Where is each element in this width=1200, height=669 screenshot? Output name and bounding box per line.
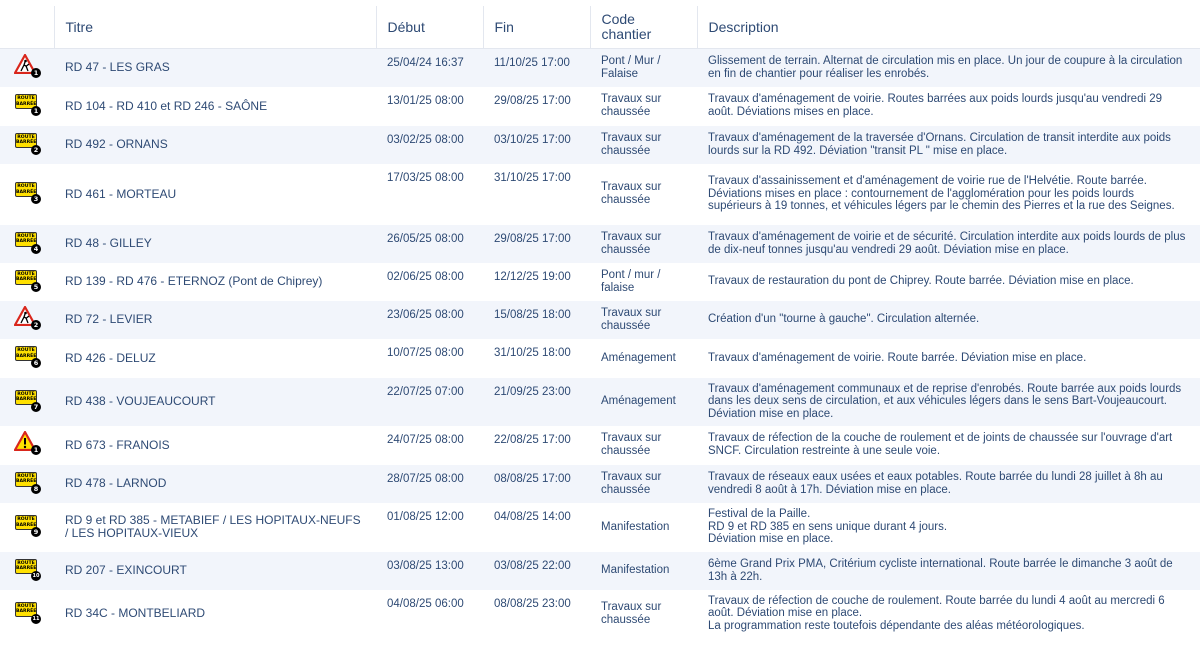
row-title: RD 9 et RD 385 - METABIEF / LES HOPITAUX-NEUFS / LES HOPITAUX-VIEUX: [65, 513, 361, 540]
road-closed-icon: [13, 92, 41, 116]
count-badge: 1: [31, 445, 41, 455]
row-description: Travaux d'aménagement communaux et de reprise d'enrobés. Route barrée aux poids lourds dans les deux sens de circulation, et aux véhicules légers dans le sens Bart-Voujeaucourt. Déviation mise en place.: [708, 382, 1182, 420]
row-end-date: 29/08/25 17:00: [494, 94, 571, 107]
sign-line-1: ROUTE: [17, 560, 35, 566]
row-code: Travaux sur chaussée: [601, 93, 662, 118]
row-start-date: 17/03/25 08:00: [387, 171, 464, 184]
row-title: RD 673 - FRANOIS: [65, 437, 170, 452]
row-end-date: 08/08/25 23:00: [494, 597, 571, 610]
row-code: Travaux sur chaussée: [601, 600, 662, 626]
row-description: Travaux de réfection de couche de roulement. Route barrée du lundi 4 août au mercredi 6 août. Déviation mise en place. La programmation reste toutefois dépendante des aléas météorologiques.: [708, 594, 1165, 632]
row-icon-cell: [0, 164, 54, 225]
sign-line-1: ROUTE: [17, 517, 35, 523]
row-icon-cell: [0, 301, 54, 339]
row-title: RD 139 - RD 476 - ETERNOZ (Pont de Chiprey): [65, 274, 323, 289]
table-row[interactable]: [0, 164, 1200, 225]
table-row[interactable]: [0, 465, 1200, 503]
count-badge: 3: [31, 194, 41, 204]
row-start-date: 04/08/25 06:00: [387, 597, 464, 610]
row-description: Travaux d'aménagement de voirie. Routes barrées aux poids lourds jusqu'au vendredi 29 août. Déviations mises en place.: [708, 93, 1163, 118]
row-description: Festival de la Paille. RD 9 et RD 385 en sens unique durant 4 jours. Déviation mise en place.: [708, 508, 948, 546]
row-code: Pont / Mur / Falaise: [601, 55, 661, 80]
header-icon: [0, 6, 54, 49]
row-title: RD 207 - EXINCOURT: [65, 563, 187, 578]
row-title: RD 438 - VOUJEAUCOURT: [65, 394, 216, 409]
count-badge: 2: [31, 145, 41, 155]
road-closed-icon: [13, 131, 41, 155]
row-code: Travaux sur chaussée: [601, 230, 662, 256]
row-icon-cell: [0, 378, 54, 426]
row-icon-cell: [0, 503, 54, 552]
header-title[interactable]: Titre: [54, 6, 376, 49]
table-row[interactable]: [0, 503, 1200, 552]
sign-line-1: ROUTE: [17, 233, 35, 239]
row-title: RD 48 - GILLEY: [65, 236, 152, 251]
row-icon-cell: [0, 339, 54, 378]
count-badge: 1: [31, 68, 41, 78]
row-icon-cell: [0, 49, 54, 87]
sign-line-2: BARRÉE: [16, 239, 37, 245]
row-start-date: 28/07/25 08:00: [387, 472, 464, 485]
row-description: Travaux d'aménagement de la traversée d'Ornans. Circulation de transit interdite aux poids lourds sur la RD 492. Déviation "transit PL " mise en place.: [708, 131, 1171, 157]
count-badge: 7: [31, 402, 41, 412]
row-description: Travaux d'aménagement de voirie et de sécurité. Circulation interdite aux poids lourds de plus de dix-neuf tonnes jusqu'au vendredi 29 août. Déviation mise en place.: [708, 230, 1186, 256]
row-code: Pont / mur / falaise: [601, 268, 661, 294]
sign-line-1: ROUTE: [17, 603, 35, 609]
table-header: [0, 6, 1200, 49]
row-title: RD 47 - LES GRAS: [65, 60, 170, 75]
row-end-date: 03/10/25 17:00: [494, 133, 571, 146]
row-description: Travaux de réfection de la couche de roulement et de joints de chaussée sur l'ouvrage d'art SNCF. Circulation restreinte à une seule voie.: [708, 432, 1173, 457]
row-end-date: 08/08/25 17:00: [494, 472, 571, 485]
row-code: Travaux sur chaussée: [601, 306, 662, 332]
table-row[interactable]: [0, 126, 1200, 164]
row-code: Travaux sur chaussée: [601, 131, 662, 157]
header-description[interactable]: Description: [697, 6, 1200, 49]
count-badge: 9: [31, 527, 41, 537]
table-row[interactable]: [0, 49, 1200, 87]
row-start-date: 26/05/25 08:00: [387, 232, 464, 245]
row-start-date: 01/08/25 12:00: [387, 510, 464, 523]
row-end-date: 21/09/25 23:00: [494, 385, 571, 398]
header-code[interactable]: Code chantier: [590, 6, 697, 49]
sign-line-2: BARRÉE: [16, 522, 37, 528]
row-description: Travaux de réseaux eaux usées et eaux potables. Route barrée du lundi 28 juillet à 8h au vendredi 8 août à 17h. Déviation mise en place.: [708, 470, 1163, 496]
count-badge: 11: [32, 615, 40, 622]
sign-line-2: BARRÉE: [16, 189, 37, 195]
sign-line-2: BARRÉE: [16, 277, 37, 283]
sign-line-2: BARRÉE: [16, 566, 37, 572]
row-start-date: 24/07/25 08:00: [387, 433, 464, 446]
row-start-date: 13/01/25 08:00: [387, 94, 464, 107]
sign-line-1: ROUTE: [17, 391, 35, 397]
row-end-date: 31/10/25 18:00: [494, 346, 571, 359]
sign-line-2: BARRÉE: [16, 353, 37, 359]
row-description: Travaux de restauration du pont de Chiprey. Route barrée. Déviation mise en place.: [708, 275, 1134, 288]
row-title: RD 104 - RD 410 et RD 246 - SAÔNE: [65, 98, 268, 113]
row-start-date: 03/08/25 13:00: [387, 559, 464, 572]
row-title: RD 461 - MORTEAU: [65, 186, 177, 201]
row-description: Glissement de terrain. Alternat de circulation mis en place. Un jour de coupure à la circulation en fin de chantier pour réaliser les enrobés.: [708, 55, 1183, 80]
row-title: RD 492 - ORNANS: [65, 137, 168, 152]
row-description: Travaux d'aménagement de voirie. Route barrée. Déviation mise en place.: [708, 351, 1087, 364]
roadworks-table: [0, 6, 1200, 638]
row-code: Travaux sur chaussée: [601, 432, 662, 457]
count-badge: 5: [31, 282, 41, 292]
road-closed-icon: [13, 513, 41, 537]
roadwork-warning-icon: [13, 306, 41, 330]
sign-line-1: ROUTE: [17, 184, 35, 190]
row-description: Création d'un "tourne à gauche". Circulation alternée.: [708, 313, 980, 326]
sign-line-2: BARRÉE: [16, 397, 37, 403]
danger-warning-icon: [13, 431, 41, 455]
row-icon-cell: [0, 263, 54, 301]
count-badge: 4: [31, 244, 41, 254]
row-end-date: 31/10/25 17:00: [494, 171, 571, 184]
sign-line-1: ROUTE: [17, 473, 35, 479]
row-code: Travaux sur chaussée: [601, 181, 662, 206]
row-code: Manifestation: [601, 520, 670, 533]
road-closed-icon: [13, 344, 41, 368]
row-code: Manifestation: [601, 564, 670, 577]
table-row[interactable]: [0, 225, 1200, 263]
road-closed-icon: [13, 230, 41, 254]
road-closed-icon: [13, 600, 41, 624]
table-row[interactable]: [0, 87, 1200, 126]
count-badge: 2: [31, 320, 41, 330]
row-icon-cell: [0, 225, 54, 263]
table-row[interactable]: [0, 426, 1200, 465]
row-end-date: 04/08/25 14:00: [494, 510, 571, 523]
row-start-date: 22/07/25 07:00: [387, 385, 464, 398]
table-body: [0, 49, 1200, 638]
road-closed-icon: [13, 470, 41, 494]
row-start-date: 23/06/25 08:00: [387, 308, 464, 321]
sign-line-2: BARRÉE: [16, 479, 37, 485]
table-row[interactable]: [0, 590, 1200, 638]
row-end-date: 22/08/25 17:00: [494, 433, 571, 446]
table-row[interactable]: [0, 339, 1200, 378]
row-start-date: 10/07/25 08:00: [387, 346, 464, 359]
row-title: RD 478 - LARNOD: [65, 476, 167, 491]
row-end-date: 11/10/25 17:00: [494, 57, 570, 69]
sign-line-2: BARRÉE: [16, 101, 37, 107]
row-title: RD 72 - LEVIER: [65, 312, 153, 327]
road-closed-icon: [13, 180, 41, 204]
road-closed-icon: [13, 388, 41, 412]
roadwork-warning-icon: [13, 54, 41, 78]
row-icon-cell: [0, 87, 54, 126]
count-badge: 1: [31, 106, 41, 116]
row-end-date: 15/08/25 18:00: [494, 308, 571, 321]
count-badge: 10: [32, 572, 40, 579]
row-icon-cell: [0, 590, 54, 638]
header-end[interactable]: Fin: [483, 6, 590, 49]
row-end-date: 29/08/25 17:00: [494, 232, 571, 245]
count-badge: 6: [31, 358, 41, 368]
sign-line-2: BARRÉE: [16, 609, 37, 615]
table-row[interactable]: [0, 378, 1200, 426]
row-icon-cell: [0, 426, 54, 465]
row-description: 6ème Grand Prix PMA, Critérium cycliste international. Route barrée le dimanche 3 août de 13h à 22h.: [708, 557, 1173, 583]
row-start-date: 03/02/25 08:00: [387, 133, 464, 146]
row-icon-cell: [0, 126, 54, 164]
row-title: RD 426 - DELUZ: [65, 350, 156, 365]
sign-line-1: ROUTE: [17, 348, 35, 354]
road-closed-icon: [13, 557, 41, 581]
table-row[interactable]: [0, 301, 1200, 339]
count-badge: 8: [31, 484, 41, 494]
row-start-date: 02/06/25 08:00: [387, 270, 464, 283]
sign-line-1: ROUTE: [17, 134, 35, 140]
row-end-date: 03/08/25 22:00: [494, 559, 571, 572]
row-start-date: 25/04/24 16:37: [387, 57, 464, 69]
sign-line-2: BARRÉE: [16, 140, 37, 146]
road-closed-icon: [13, 268, 41, 292]
row-icon-cell: [0, 465, 54, 503]
row-title: RD 34C - MONTBELIARD: [65, 606, 206, 621]
row-end-date: 12/12/25 19:00: [494, 270, 571, 283]
row-code: Aménagement: [601, 395, 676, 408]
sign-line-1: ROUTE: [17, 271, 35, 277]
sign-line-1: ROUTE: [17, 96, 35, 102]
table-row[interactable]: [0, 263, 1200, 301]
table-row[interactable]: [0, 552, 1200, 590]
row-code: Travaux sur chaussée: [601, 470, 662, 496]
row-icon-cell: [0, 552, 54, 590]
header-start[interactable]: Début: [376, 6, 483, 49]
row-description: Travaux d'assainissement et d'aménagement de voirie rue de l'Helvétie. Route barrée. Déviations mises en place : contournement de l'agglomération pour les poids lourds supérieurs à 19 tonnes, et véhicules légers par le chemin des Pierres et la rue des Seignes.: [708, 175, 1175, 213]
row-code: Aménagement: [601, 351, 676, 364]
